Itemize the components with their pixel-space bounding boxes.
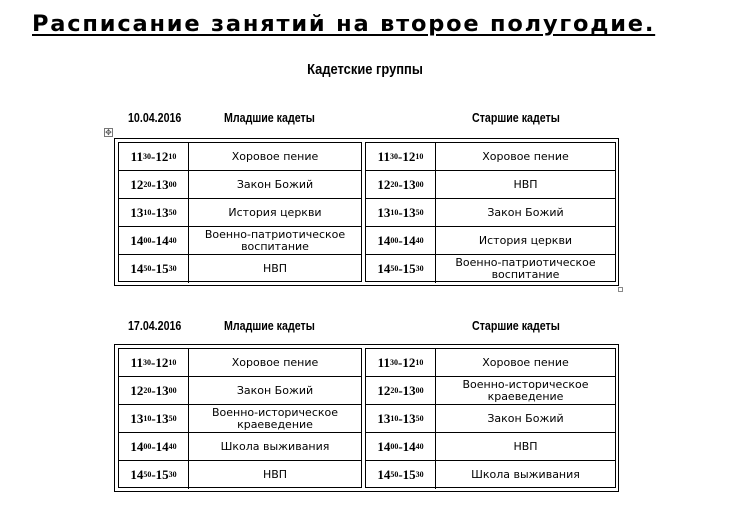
schedule-row (366, 433, 615, 461)
end-hour: 14 (402, 232, 416, 248)
subject-cell: НВП (262, 468, 288, 481)
junior-schedule (118, 142, 362, 282)
end-hour: 13 (402, 204, 416, 220)
subject-cell: Военно-патриотическое воспитание (204, 227, 346, 253)
end-hour: 12 (155, 354, 169, 370)
subject-cell: НВП (513, 439, 538, 453)
junior-schedule (118, 348, 362, 488)
end-hour: 12 (402, 148, 416, 164)
time-dash: - (398, 382, 403, 398)
time-cell: 13 10 - 13 50 (366, 199, 436, 226)
schedule-table (114, 344, 619, 492)
table-resize-handle[interactable] (618, 287, 623, 292)
subject-cell: История церкви (478, 233, 573, 247)
time-dash: - (151, 410, 156, 426)
table-move-handle-icon[interactable]: ✥ (105, 128, 112, 137)
time-cell: 12 20 - 13 00 (366, 171, 436, 198)
time-cell: 14 50 - 15 30 (366, 461, 436, 489)
end-hour: 13 (402, 382, 416, 398)
schedule-row (119, 227, 361, 255)
time-cell: 12 20 - 13 00 (366, 377, 436, 404)
time-dash: - (398, 176, 403, 192)
subject-cell: Военно-историческое краеведение (211, 405, 339, 431)
start-hour: 14 (130, 467, 144, 482)
time-dash: - (151, 261, 156, 276)
time-cell: 13 10 - 13 50 (119, 405, 189, 432)
schedule-row (366, 199, 615, 227)
time-cell: 11 30 - 12 10 (119, 143, 189, 170)
start-hour: 14 (130, 261, 144, 276)
time-cell: 11 30 - 12 10 (366, 349, 436, 376)
schedule-row (119, 199, 361, 227)
time-dash: - (151, 204, 156, 220)
subject-cell: НВП (513, 177, 538, 191)
subject-cell: Закон Божий (236, 177, 314, 191)
page-title: Расписание занятий на второе полугодие. (32, 11, 656, 37)
schedule-row (119, 405, 361, 433)
subject-cell: Закон Божий (236, 383, 314, 397)
subject-cell: НВП (262, 262, 288, 275)
time-dash: - (150, 148, 156, 164)
schedule-table (114, 138, 619, 286)
junior-header: Младшие кадеты (224, 110, 315, 125)
subject-cell: Хоровое пение (482, 355, 569, 369)
schedule-row (119, 349, 361, 377)
time-dash: - (397, 354, 403, 370)
junior-header: Младшие кадеты (224, 318, 315, 333)
start-hour: 11 (130, 148, 143, 164)
subject-cell: Закон Божий (487, 205, 564, 219)
time-cell: 13 10 - 13 50 (366, 405, 436, 432)
end-hour: 15 (155, 467, 169, 482)
time-dash: - (151, 232, 156, 248)
end-hour: 13 (402, 176, 416, 192)
start-hour: 11 (377, 354, 390, 370)
schedule-row (366, 171, 615, 199)
time-cell: 14 00 - 14 40 (366, 433, 436, 460)
start-hour: 13 (377, 410, 391, 426)
start-hour: 13 (130, 410, 144, 426)
subject-cell: Хоровое пение (231, 149, 319, 163)
schedule-row (366, 461, 615, 489)
end-hour: 14 (155, 438, 169, 454)
time-cell: 14 00 - 14 40 (119, 433, 189, 460)
senior-header: Старшие кадеты (472, 318, 560, 333)
end-hour: 13 (402, 410, 416, 426)
subject-cell: Хоровое пение (231, 355, 319, 369)
senior-schedule (365, 348, 616, 488)
schedule-row (119, 255, 361, 283)
schedule-row (366, 349, 615, 377)
senior-schedule (365, 142, 616, 282)
start-hour: 13 (377, 204, 391, 220)
schedule-row (366, 143, 615, 171)
time-cell: 14 50 - 15 30 (366, 255, 436, 283)
start-hour: 12 (377, 382, 391, 398)
time-dash: - (398, 410, 403, 426)
time-dash: - (398, 467, 403, 482)
end-hour: 13 (155, 410, 169, 426)
subject-cell: Школа выживания (471, 468, 580, 481)
start-hour: 12 (130, 176, 144, 192)
time-dash: - (398, 204, 403, 220)
schedule-date: 10.04.2016 (128, 110, 182, 125)
time-cell: 14 50 - 15 30 (119, 255, 189, 283)
time-dash: - (151, 382, 156, 398)
time-cell: 14 00 - 14 40 (119, 227, 189, 254)
schedule-row (119, 171, 361, 199)
end-hour: 15 (402, 261, 416, 276)
time-dash: - (398, 261, 403, 276)
subject-cell: Военно-патриотическое воспитание (455, 256, 596, 281)
start-hour: 14 (377, 467, 391, 482)
end-hour: 13 (155, 176, 169, 192)
senior-header: Старшие кадеты (472, 110, 560, 125)
end-hour: 12 (155, 148, 169, 164)
time-cell: 13 10 - 13 50 (119, 199, 189, 226)
schedule-row (366, 405, 615, 433)
subtitle: Кадетские группы (307, 61, 423, 78)
time-dash: - (151, 467, 156, 482)
time-cell: 12 20 - 13 00 (119, 171, 189, 198)
end-hour: 15 (155, 261, 169, 276)
schedule-row (119, 461, 361, 489)
start-hour: 12 (377, 176, 391, 192)
time-dash: - (397, 148, 403, 164)
subject-cell: Военно-историческое краеведение (462, 377, 589, 403)
start-hour: 14 (130, 438, 144, 454)
subject-cell: Школа выживания (220, 439, 330, 453)
end-hour: 13 (155, 204, 169, 220)
subject-cell: История церкви (228, 205, 322, 219)
end-hour: 13 (155, 382, 169, 398)
start-hour: 12 (130, 382, 144, 398)
schedule-row (119, 433, 361, 461)
schedule-row (366, 377, 615, 405)
end-hour: 12 (402, 354, 416, 370)
start-hour: 11 (377, 148, 390, 164)
time-cell: 11 30 - 12 10 (366, 143, 436, 170)
schedule-date: 17.04.2016 (128, 318, 182, 333)
time-dash: - (151, 176, 156, 192)
time-dash: - (150, 354, 156, 370)
subject-cell: Закон Божий (487, 411, 564, 425)
start-hour: 14 (130, 232, 144, 248)
time-dash: - (151, 438, 156, 454)
time-dash: - (398, 438, 403, 454)
schedule-row (119, 377, 361, 405)
time-cell: 12 20 - 13 00 (119, 377, 189, 404)
subject-cell: Хоровое пение (482, 149, 569, 163)
schedule-row (119, 143, 361, 171)
start-hour: 13 (130, 204, 144, 220)
time-cell: 14 50 - 15 30 (119, 461, 189, 489)
end-hour: 14 (155, 232, 169, 248)
end-hour: 15 (402, 467, 416, 482)
time-dash: - (398, 232, 403, 248)
time-cell: 11 30 - 12 10 (119, 349, 189, 376)
schedule-row (366, 255, 615, 283)
end-hour: 14 (402, 438, 416, 454)
start-hour: 14 (377, 438, 391, 454)
schedule-row (366, 227, 615, 255)
start-hour: 14 (377, 261, 391, 276)
start-hour: 11 (130, 354, 143, 370)
time-cell: 14 00 - 14 40 (366, 227, 436, 254)
start-hour: 14 (377, 232, 391, 248)
